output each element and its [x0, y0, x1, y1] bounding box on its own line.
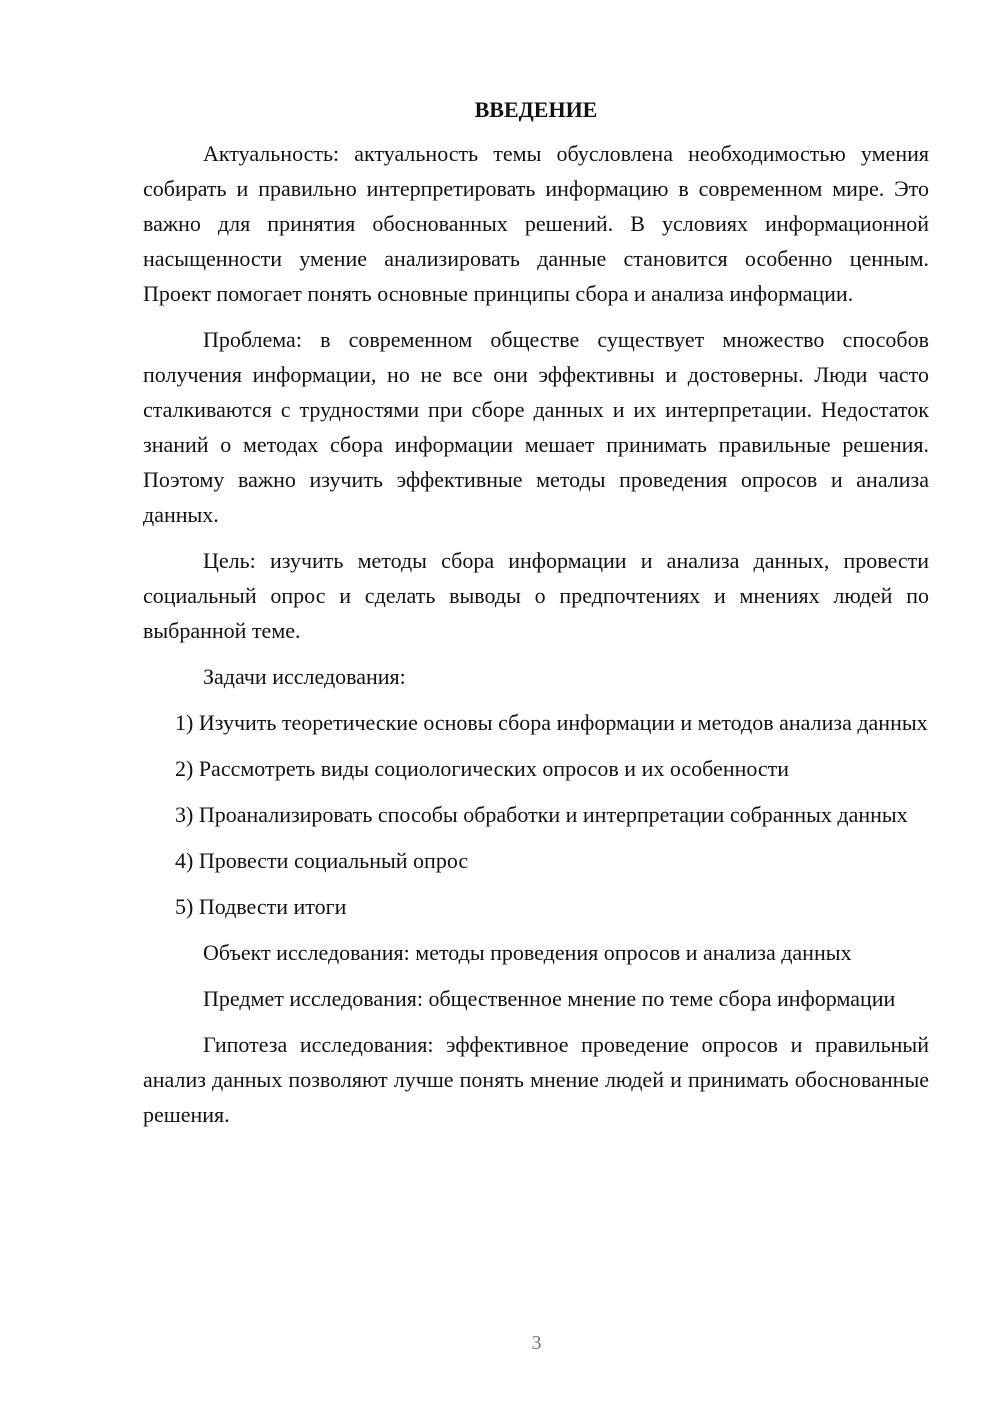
hypothesis-paragraph: Гипотеза исследования: эффективное проведение опросов и правильный анализ данных позволяют лучше понять мнение людей и принимать обоснованные решения.	[143, 1032, 929, 1127]
task-item: 2) Рассмотреть виды социологических опросов и их особенности	[175, 756, 790, 781]
task-item: 4) Провести социальный опрос	[175, 848, 469, 873]
document-page	[143, 88, 929, 1132]
problem-paragraph: Проблема: в современном обществе существует множество способов получения информации, но не все они эффективны и достоверны. Люди часто сталкиваются с трудностями при сборе данных и их интерпретации. Недостаток знаний о методах сбора информации мешает принимать правильные решения. Поэтому важно изучить эффективные методы проведения опросов и анализа данных.	[143, 327, 929, 527]
task-item: 1) Изучить теоретические основы сбора информации и методов анализа данных	[175, 710, 928, 735]
section-heading: ВВЕДЕНИЕ	[474, 97, 598, 122]
relevance-paragraph: Актуальность: актуальность темы обусловлена необходимостью умения собирать и правильно интерпретировать информацию в современном мире. Это важно для принятия обоснованных решений. В условиях информационной насыщенности умение анализировать данные становится особенно ценным. Проект помогает понять основные принципы сбора и анализа информации.	[143, 141, 929, 306]
task-item: 5) Подвести итоги	[175, 894, 347, 919]
subject-paragraph: Предмет исследования: общественное мнение по теме сбора информации	[203, 986, 896, 1011]
page-number: 3	[531, 1332, 542, 1354]
tasks-heading: Задачи исследования:	[203, 664, 406, 689]
task-item: 3) Проанализировать способы обработки и интерпретации собранных данных	[175, 802, 908, 827]
object-paragraph: Объект исследования: методы проведения опросов и анализа данных	[203, 940, 852, 965]
goal-paragraph: Цель: изучить методы сбора информации и анализа данных, провести социальный опрос и сделать выводы о предпочтениях и мнениях людей по выбранной теме.	[143, 548, 929, 643]
